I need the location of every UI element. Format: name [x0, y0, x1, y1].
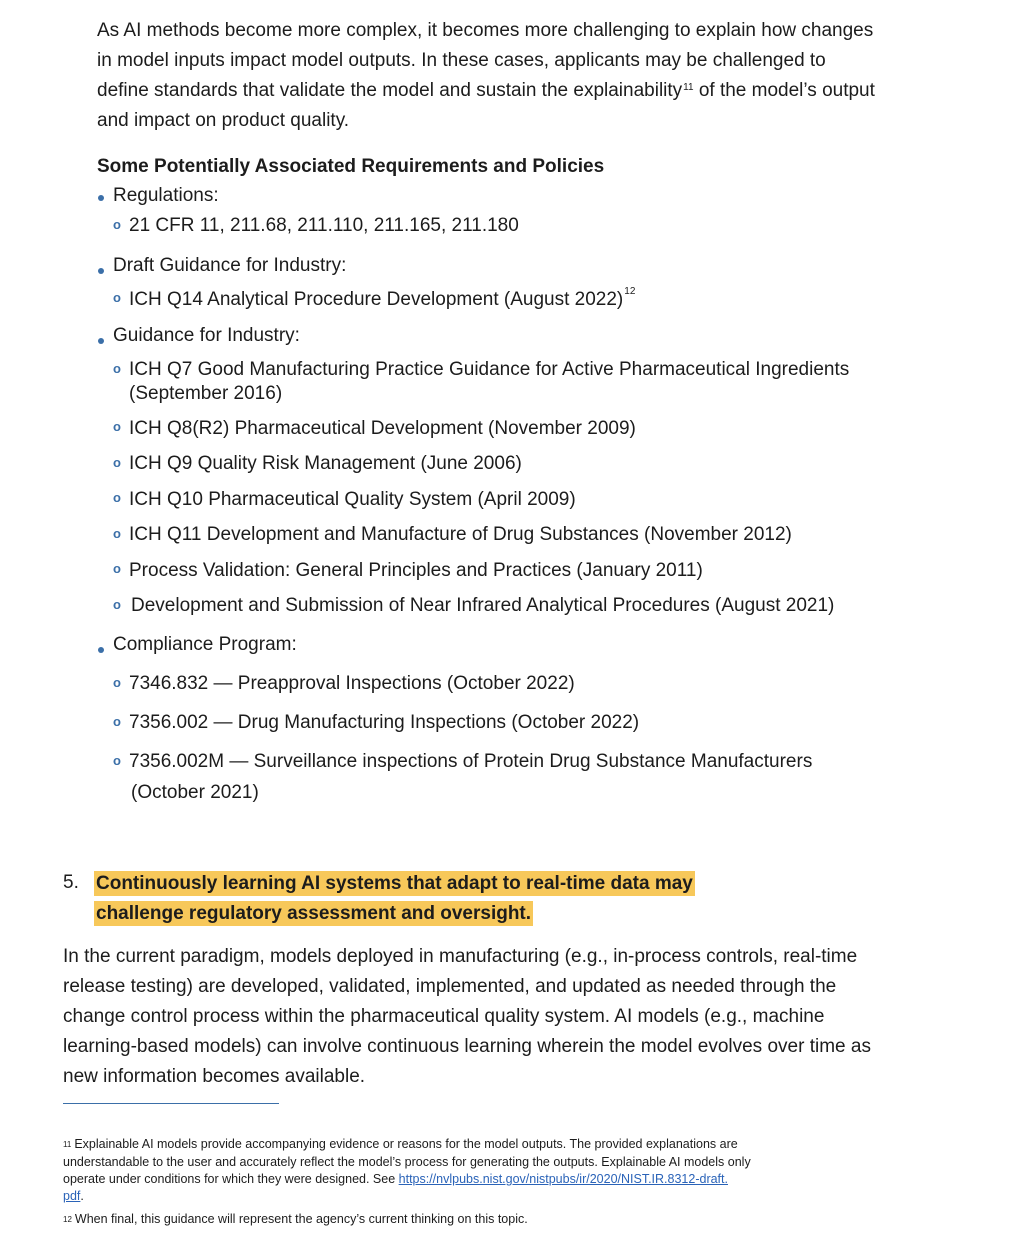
- bullet-icon: [98, 647, 104, 653]
- guidance-item: ICH Q11 Development and Manufacture of Drug Substances (November 2012): [129, 524, 792, 545]
- sub-bullet-icon: o: [113, 597, 121, 612]
- sub-bullet-icon: o: [113, 526, 121, 541]
- sub-bullet-icon: o: [113, 753, 121, 768]
- section-para-line: In the current paradigm, models deployed in manufacturing (e.g., in-process controls, real-time: [63, 946, 858, 967]
- compliance-item-surveillance-line1: 7356.002M — Surveillance inspections of Protein Drug Substance Manufacturers: [129, 751, 813, 772]
- guidance-item: Development and Submission of Near Infrared Analytical Procedures (August 2021): [131, 595, 835, 616]
- footnote-11-line1: $^{11}$ Explainable AI models provide accompanying evidence or reasons for the model outputs. The provided explanations are: [63, 1137, 738, 1151]
- bullet-icon: [98, 268, 104, 274]
- guidance-item-q7-line2: (September 2016): [129, 383, 283, 404]
- nist-link[interactable]: https://nvlpubs.nist.gov/nistpubs/ir/2020/NIST.IR.8312-draft.: [398, 1172, 728, 1186]
- section-title-line1: Continuously learning AI systems that adapt to real-time data may: [96, 873, 693, 894]
- intro-line-2: in model inputs impact model outputs. In these cases, applicants may be challenged to: [97, 50, 826, 71]
- compliance-item: 7356.002 — Drug Manufacturing Inspections (October 2022): [129, 712, 640, 733]
- bullet-icon: [98, 195, 104, 201]
- sub-bullet-icon: o: [113, 290, 121, 305]
- regulations-item: 21 CFR 11, 211.68, 211.110, 211.165, 211.180: [129, 215, 519, 236]
- section-para-line: learning-based models) can involve continuous learning wherein the model evolves over time as: [63, 1036, 871, 1057]
- draft-guidance-label: Draft Guidance for Industry:: [113, 255, 347, 276]
- guidance-item: ICH Q10 Pharmaceutical Quality System (April 2009): [129, 489, 576, 510]
- guidance-item-q7-line1: ICH Q7 Good Manufacturing Practice Guidance for Active Pharmaceutical Ingredients: [129, 359, 850, 380]
- sub-bullet-icon: o: [113, 714, 121, 729]
- section-para-line: new information becomes available.: [63, 1066, 366, 1087]
- section-para-line: release testing) are developed, validated, implemented, and updated as needed through the: [63, 976, 837, 997]
- sub-bullet-icon: o: [113, 455, 121, 470]
- compliance-item-surveillance-line2: (October 2021): [131, 782, 259, 803]
- sub-bullet-icon: o: [113, 490, 121, 505]
- guidance-item: Process Validation: General Principles and Practices (January 2011): [129, 560, 703, 581]
- intro-line-3: define standards that validate the model and sustain the explainability$^{11}$ of the model’s output: [97, 80, 875, 101]
- section-number: 5.: [63, 872, 79, 893]
- sub-bullet-icon: o: [113, 217, 121, 232]
- sub-bullet-icon: o: [113, 361, 121, 376]
- footnote-ref-11[interactable]: 11: [683, 82, 694, 93]
- guidance-item: ICH Q9 Quality Risk Management (June 2006): [129, 453, 522, 474]
- sub-bullet-icon: o: [113, 561, 121, 576]
- draft-guidance-item: ICH Q14 Analytical Procedure Development (August 2022)$^{12}$: [129, 286, 636, 310]
- requirements-heading: Some Potentially Associated Requirements and Policies: [97, 156, 605, 177]
- footnote-divider: [63, 1103, 279, 1104]
- guidance-label: Guidance for Industry:: [113, 325, 300, 346]
- compliance-label: Compliance Program:: [113, 634, 297, 655]
- footnote-ref-12[interactable]: 12: [624, 286, 636, 297]
- intro-line-4: and impact on product quality.: [97, 110, 350, 131]
- regulations-label: Regulations:: [113, 185, 219, 206]
- section-title: [94, 869, 695, 929]
- footnote-11-line2: understandable to the user and accurately reflect the model’s process for generating the outputs. Explainable AI models only: [63, 1155, 751, 1169]
- sub-bullet-icon: o: [113, 675, 121, 690]
- intro-line-1: As AI methods become more complex, it becomes more challenging to explain how changes: [97, 20, 874, 41]
- sub-bullet-icon: o: [113, 419, 121, 434]
- section-para-line: change control process within the pharmaceutical quality system. AI models (e.g., machine: [63, 1006, 825, 1027]
- bullet-icon: [98, 338, 104, 344]
- section-title-line2: challenge regulatory assessment and oversight.: [96, 903, 532, 924]
- footnote-12: $^{12}$ When final, this guidance will represent the agency’s current thinking on this topic.: [63, 1212, 528, 1226]
- guidance-item: ICH Q8(R2) Pharmaceutical Development (November 2009): [129, 418, 636, 439]
- footnote-11-line4: pdf.: [63, 1189, 84, 1203]
- nist-link-continued[interactable]: pdf: [63, 1189, 81, 1203]
- compliance-item: 7346.832 — Preapproval Inspections (October 2022): [129, 673, 575, 694]
- footnote-11-line3: operate under conditions for which they were designed. See https://nvlpubs.nist.gov/nistpubs/ir/2020/NIST.IR.8312-draft.: [63, 1172, 728, 1186]
